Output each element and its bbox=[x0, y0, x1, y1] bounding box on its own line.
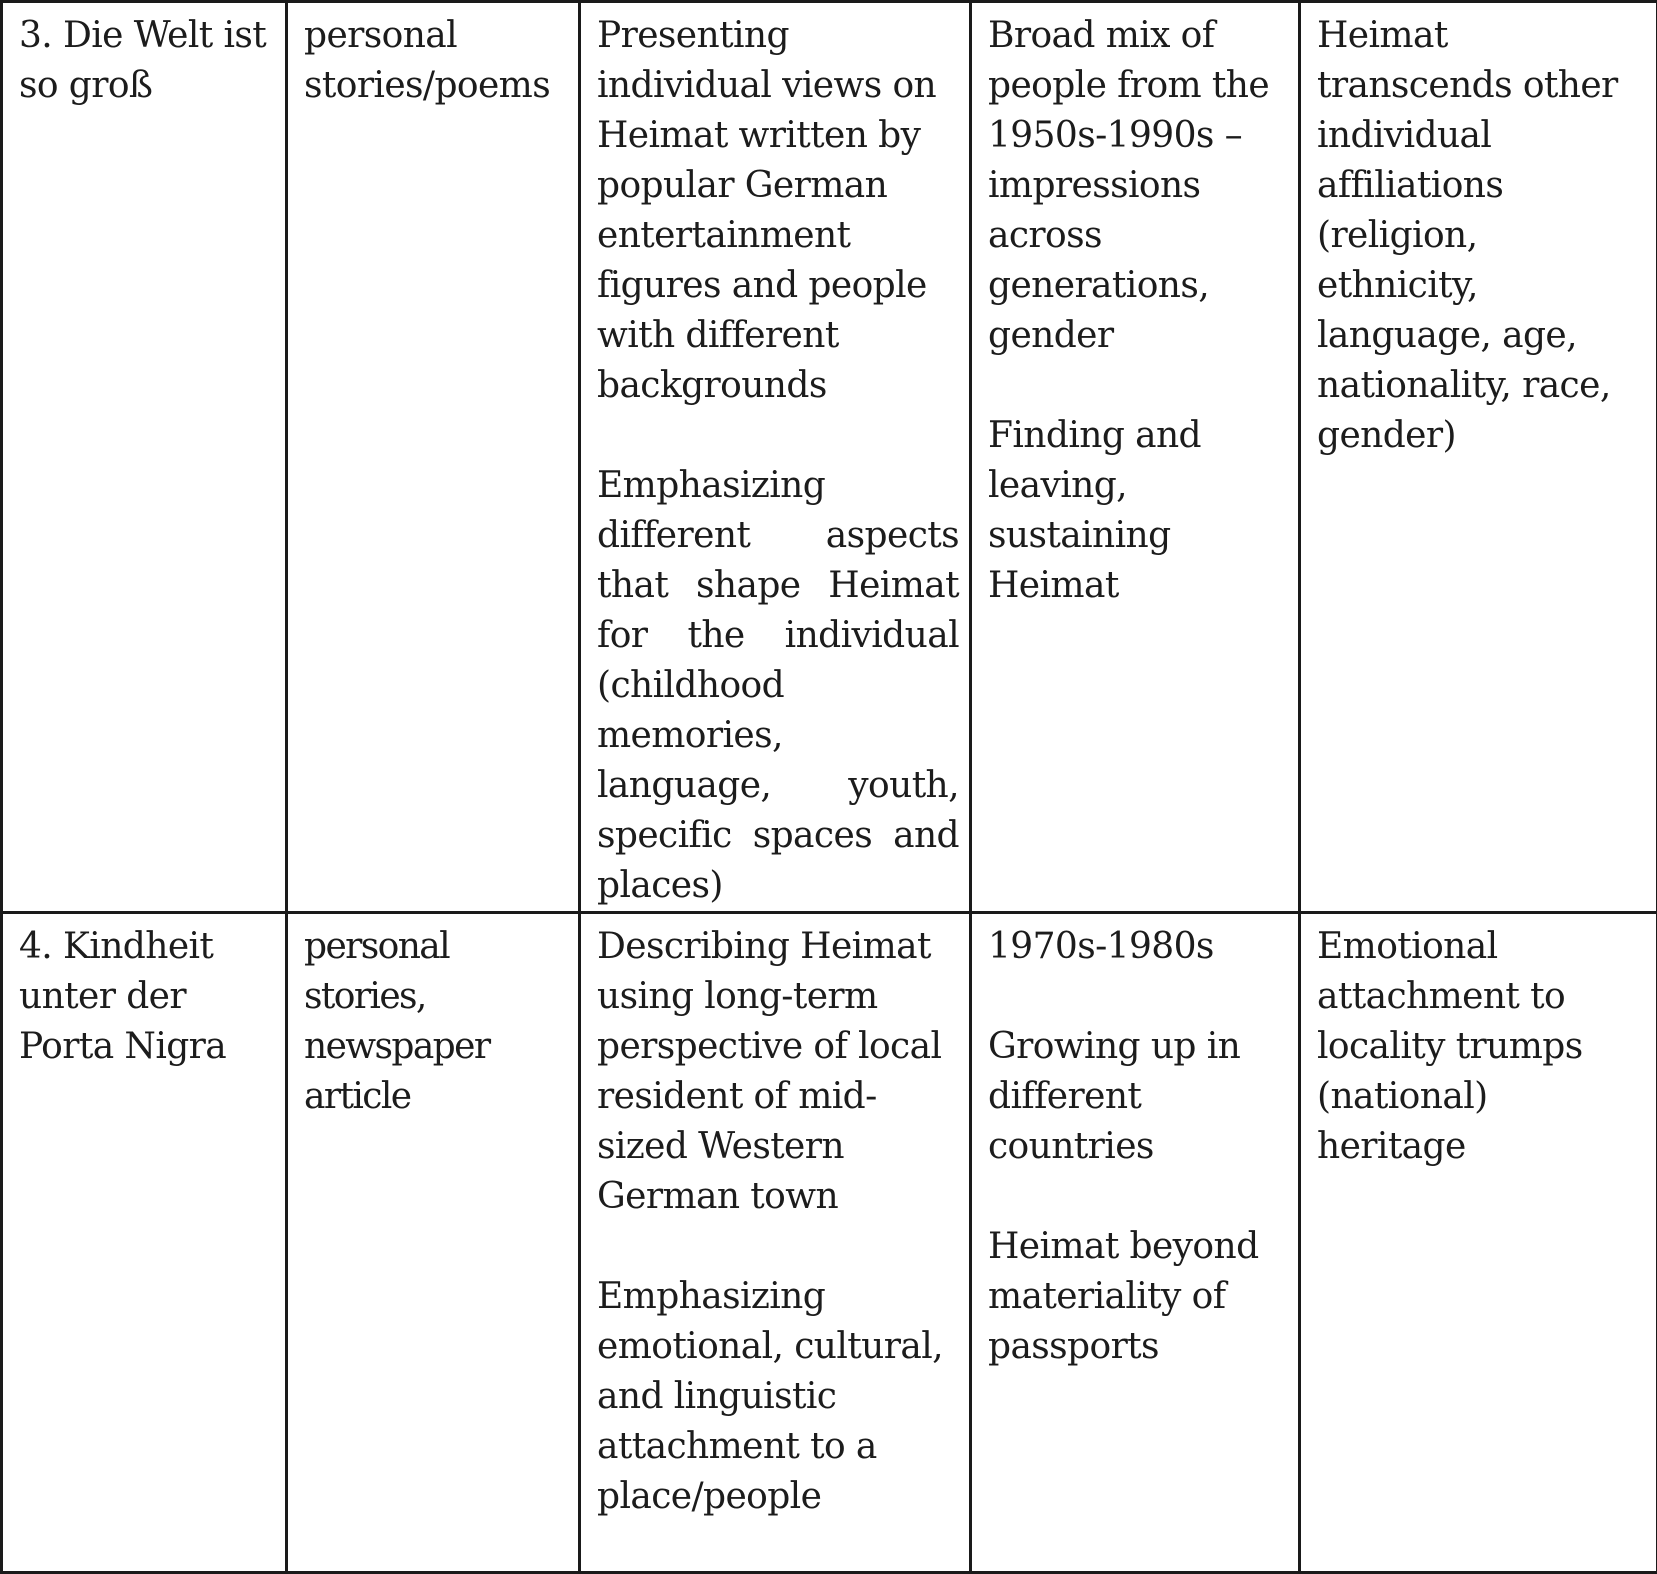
format-cell bbox=[287, 913, 580, 1573]
table-row bbox=[2, 913, 1657, 1573]
context-paragraph: Growing up in different countries bbox=[988, 1022, 1288, 1172]
description-paragraph: Presenting individual views on Heimat written by popular German entertainment figures and people with different backgrounds bbox=[597, 11, 959, 411]
context-paragraph: 1970s-1980s bbox=[988, 922, 1288, 972]
theme-text: Emotional attachment to locality trumps (national) heritage bbox=[1317, 926, 1583, 1167]
row-title: 3. Die Welt ist so groß bbox=[19, 15, 266, 106]
description-paragraph: Emphasizing emotional, cultural, and linguistic attachment to a place/people bbox=[597, 1272, 959, 1522]
description-cell bbox=[580, 913, 971, 1573]
theme-cell bbox=[1300, 2, 1657, 913]
format-text: personal stories/poems bbox=[304, 15, 550, 106]
context-paragraph: Broad mix of people from the 1950s-1990s – impressions across generations, gender bbox=[988, 11, 1288, 361]
context-cell bbox=[971, 913, 1300, 1573]
format-text: personal stories, newspaper article bbox=[304, 926, 489, 1117]
row-title-cell bbox=[2, 2, 287, 913]
format-cell bbox=[287, 2, 580, 913]
row-title-cell bbox=[2, 913, 287, 1573]
theme-text: Heimat transcends other individual affiliations (religion, ethnicity, language, age, nationality, race, gender) bbox=[1317, 15, 1618, 456]
theme-cell bbox=[1300, 913, 1657, 1573]
context-cell bbox=[971, 2, 1300, 913]
row-title: 4. Kindheit unter der Porta Nigra bbox=[19, 926, 226, 1067]
context-paragraph: Heimat beyond materiality of passports bbox=[988, 1222, 1288, 1372]
description-paragraph: Describing Heimat using long-term perspective of local resident of mid-sized Western German town bbox=[597, 922, 959, 1222]
description-paragraph: Emphasizing different aspects that shape Heimat for the individual (childhood memories, language, youth, specific spaces and places) bbox=[597, 461, 959, 911]
description-cell bbox=[580, 2, 971, 913]
context-paragraph: Finding and leaving, sustaining Heimat bbox=[988, 411, 1288, 611]
table-row bbox=[2, 2, 1657, 913]
